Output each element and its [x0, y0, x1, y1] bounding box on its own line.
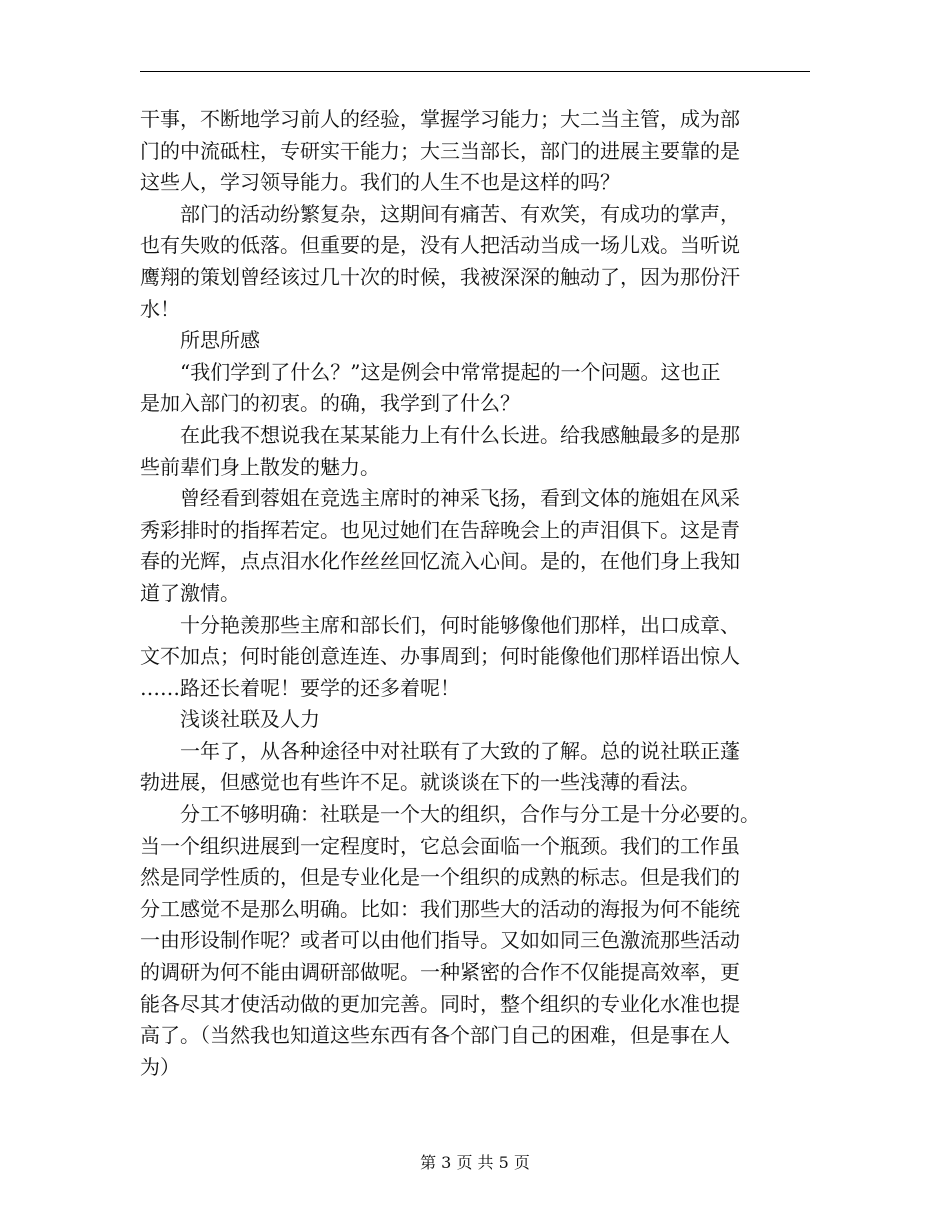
text-line: 水！	[140, 296, 180, 321]
text-line: 也有失败的低落。但重要的是，没有人把活动当成一场儿戏。当听说	[140, 233, 740, 258]
page-number: 第 3 页 共 5 页	[420, 1153, 530, 1172]
text-line: 些前辈们身上散发的魅力。	[140, 454, 380, 479]
text-line: 一年了，从各种途径中对社联有了大致的了解。总的说社联正蓬	[140, 738, 740, 763]
text-line: 十分艳羡那些主席和部长们，何时能够像他们那样，出口成章、	[140, 612, 740, 637]
text-line: 是加入部门的初衷。的确，我学到了什么？	[140, 391, 520, 416]
text-line: 鹰翔的策划曾经该过几十次的时候，我被深深的触动了，因为那份汗	[140, 264, 740, 289]
text-line: 道了激情。	[140, 580, 240, 605]
text-line: 为）	[140, 1054, 180, 1079]
text-line: 门的中流砥柱，专研实干能力；大三当部长，部门的进展主要靠的是	[140, 138, 740, 163]
text-line: 在此我不想说我在某某能力上有什么长进。给我感触最多的是那	[140, 422, 740, 447]
text-line: 然是同学性质的，但是专业化是一个组织的成熟的标志。但是我们的	[140, 865, 740, 890]
header-rule	[140, 71, 810, 72]
text-line: 秀彩排时的指挥若定。也见过她们在告辞晚会上的声泪俱下。这是青	[140, 517, 740, 542]
text-line: 文不加点；何时能创意连连、办事周到；何时能像他们那样语出惊人	[140, 644, 740, 669]
text-line: 部门的活动纷繁复杂，这期间有痛苦、有欢笑，有成功的掌声，	[140, 201, 740, 226]
text-line: 这些人，学习领导能力。我们的人生不也是这样的吗？	[140, 170, 620, 195]
text-line: 高了。（当然我也知道这些东西有各个部门自己的困难，但是事在人	[140, 1023, 730, 1048]
text-line: 一由形设制作呢？或者可以由他们指导。又如如同三色激流那些活动	[140, 928, 740, 953]
text-line: 分工感觉不是那么明确。比如：我们那些大的活动的海报为何不能统	[140, 896, 740, 921]
text-line: 春的光辉，点点泪水化作丝丝回忆流入心间。是的，在他们身上我知	[140, 549, 740, 574]
text-line: “我们学到了什么？”这是例会中常常提起的一个问题。这也正	[140, 359, 721, 384]
text-line: 当一个组织进展到一定程度时，它总会面临一个瓶颈。我们的工作虽	[140, 833, 740, 858]
text-line: 曾经看到蓉姐在竞选主席时的神采飞扬，看到文体的施姐在风采	[140, 486, 740, 511]
text-line: ……路还长着呢！要学的还多着呢！	[140, 675, 460, 700]
section-heading: 浅谈社联及人力	[140, 707, 320, 732]
text-line: 的调研为何不能由调研部做呢。一种紧密的合作不仅能提高效率，更	[140, 960, 740, 985]
text-line: 分工不够明确：社联是一个大的组织，合作与分工是十分必要的。	[140, 802, 760, 827]
text-line: 勃进展，但感觉也有些许不足。就谈谈在下的一些浅薄的看法。	[140, 770, 700, 795]
text-line: 干事，不断地学习前人的经验，掌握学习能力；大二当主管，成为部	[140, 107, 740, 131]
body-text	[140, 104, 810, 1083]
text-line: 能各尽其才使活动做的更加完善。同时，整个组织的专业化水准也提	[140, 991, 740, 1016]
section-heading: 所思所感	[140, 328, 260, 353]
